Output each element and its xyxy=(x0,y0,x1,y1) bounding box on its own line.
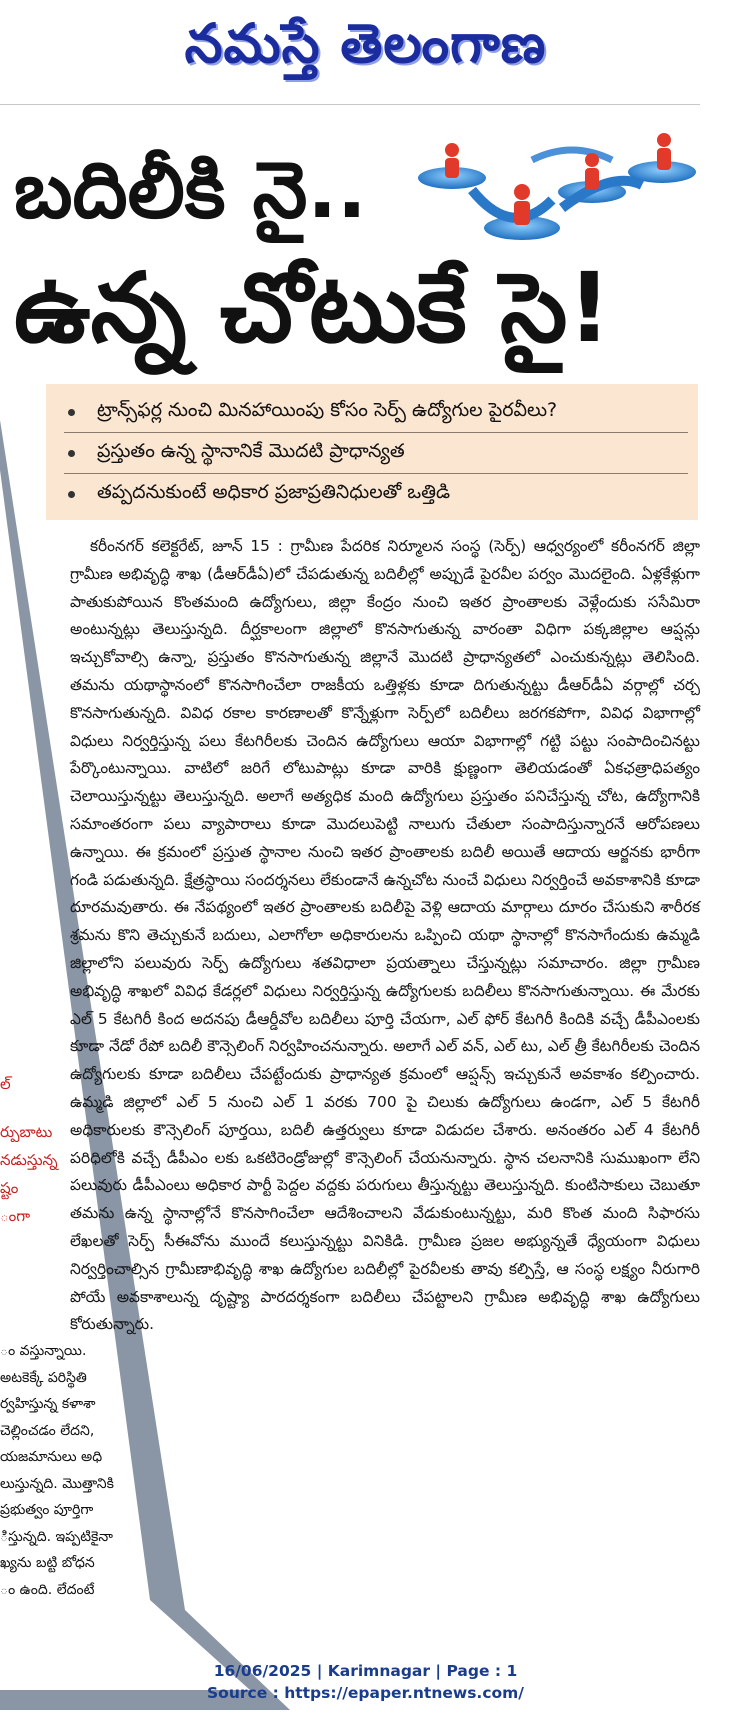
neighbor-red-line: ర్పుబాటు xyxy=(0,1123,53,1141)
neighbor-line: ం ఉంది. లేదంటే xyxy=(0,1581,95,1598)
neighbor-line: యజమానులు అధి xyxy=(0,1449,103,1465)
neighbor-line: లుస్తున్నది. మొత్తానికి xyxy=(0,1475,114,1492)
neighbor-line: చెల్లించడం లేదని, xyxy=(0,1422,95,1439)
bullet-icon xyxy=(68,409,75,416)
article-body xyxy=(70,533,700,1339)
highlight-item xyxy=(64,433,688,474)
bullet-icon xyxy=(68,450,75,457)
highlight-text: ట్రాన్స్‌ఫర్ల నుంచి మినహాయింపు కోసం సెర్ప్ ఉద్యోగుల పైరవీలు? xyxy=(97,398,558,421)
highlight-text: తప్పదనుకుంటే అధికార ప్రజాప్రతినిధులతో ఒత్తిడి xyxy=(97,480,451,503)
footer xyxy=(0,1660,731,1704)
masthead xyxy=(0,0,731,100)
bullet-icon xyxy=(68,491,75,498)
neighbor-red-line: ష్టం xyxy=(0,1179,19,1197)
highlight-item xyxy=(64,474,688,514)
people-network-graphic xyxy=(412,130,702,250)
neighbor-line: అటకెక్కే పరిస్థితి xyxy=(0,1369,87,1386)
masthead-divider xyxy=(0,104,700,105)
highlights-box xyxy=(46,384,698,520)
highlight-item xyxy=(64,392,688,433)
masthead-title: నమస్తే తెలంగాణ xyxy=(184,11,547,75)
neighbor-line: ఖ్యను బట్టి బోధన xyxy=(0,1555,95,1571)
neighbor-line: ర్వహిస్తున్న కళాశా xyxy=(0,1396,96,1412)
article-paragraph: కరీంనగర్ కలెక్టరేట్, జూన్ 15 : గ్రామీణ పేదరిక నిర్మూలన సంస్థ (సెర్ప్) ఆధ్వర్యంలో కరీంనగర్ జిల్లా గ్రామీణ అభివృద్ధి శాఖ (డీఆర్‌డీఏ)లో చేపడుతున్న బదిలీల్లో అప్పుడే పైరవీల పర్వం మొదలైంది. ఏళ్లకేళ్లుగా పాతుకుపోయిన కొంతమంది ఉద్యోగులు, జిల్లా కేంద్రం నుంచి ఇతర ప్రాంతాలకు వెళ్లేందుకు ససేమిరా అంటున్నట్లు తెలుస్తున్నది. దీర్ఘకాలంగా జిల్లాలో కొనసాగుతున్న వారంతా విధిగా పక్కజిల్లాల ఆప్షన్లు ఇచ్చుకోవాల్సి ఉన్నా, ప్రస్తుతం కొనసాగుతున్న జిల్లానే మొదటి ప్రాధాన్యతలో ఎంచుకున్నట్లు తెలిసింది. తమను యథాస్థానంలో కొనసాగించేలా రాజకీయ ఒత్తిళ్లకు కూడా దిగుతున్నట్టు డీఆర్‌డీఏ వర్గాల్లో చర్చ కొనసాగుతున్నది. వివిధ రకాల కారణాలతో కొన్నేళ్లుగా సెర్ప్‌లో బదిలీలు జరగకపోగా, వివిధ విభాగాల్లో విధులు నిర్వర్తిస్తున్న పలు కేటగిరీలకు చెందిన ఉద్యోగులు ఆయా విభాగాల్లో గట్టి పట్టు సంపాదించినట్టు పేర్కొంటున్నాయి. వాటిలో జరిగే లోటుపాట్లు కూడా వారికి క్షుణ్ణంగా తెలియడంతో ఏకఛత్రాధిపత్యం చెలాయిస్తున్నట్టు తెలుస్తున్నది. అలాగే అత్యధిక మంది ఉద్యోగులు ప్రస్తుతం పనిచేస్తున్న చోట, ఉద్యోగానికి సమాంతరంగా పలు వ్యాపారాలు కూడా మొదలుపెట్టి నాలుగు చేతులా సంపాదిస్తున్నారనే ఆరోపణలు ఉన్నాయి. ఈ క్రమంలో ప్రస్తుత స్థానాల నుంచి ఇతర ప్రాంతాలకు బదిలీ అయితే ఆదాయ ఆర్జనకు భారీగా గండి పడుతున్నది. క్షేత్రస్థాయి సందర్శనలు లేకుండానే ఉన్నచోట నుంచే విధులు నిర్వర్తించే అవకాశానికి కూడా దూరమవుతారు. ఈ నేపథ్యంలో ఇతర ప్రాంతాలకు బదిలీపై వెళ్లి ఆదాయ మార్గాలు దూరం చేసుకుని శారీరక శ్రమను కొని తెచ్చుకునే బదులు, ఎలాగోలా అధికారులను ఒప్పించి యథా స్థానాల్లో కొనసాగేందుకు ఉమ్మడి జిల్లాలోని పలువురు సెర్ప్ ఉద్యోగులు శతవిధాలా ప్రయత్నాలు చేస్తున్నట్లు సమాచారం. జిల్లా గ్రామీణ అభివృద్ధి శాఖలో వివిధ కేడర్లలో విధులు నిర్వర్తిస్తున్న ఉద్యోగులకు బదిలీలు కొనసాగుతున్నాయి. ఈ మేరకు ఎల్ 5 కేటగిరీ కింద అదనపు డీఆర్డీవోల బదిలీలు పూర్తి చేయగా, ఎల్ ఫోర్ కేటగిరీ కిందికి వచ్చే డీపీఎంలకు కూడా నేడో రేపో బదిలీ కౌన్సెలింగ్ నిర్వహించనున్నారు. అలాగే ఎల్ వన్, ఎల్ టు, ఎల్ త్రీ కేటగిరీలకు చెందిన ఉద్యోగులకు కూడా బదిలీలు చేపట్టేందుకు ప్రాధాన్యత క్రమంలో ఆప్షన్స్ ఇచ్చుకునే అవకాశం కల్పించారు. ఉమ్మడి జిల్లాలో ఎల్ 5 నుంచి ఎల్ 1 వరకు 700 పై చిలుకు ఉద్యోగులు ఉండగా, ఎల్ 5 కేటగిరీ అధికారులకు కౌన్సెలింగ్ పూర్తయి, బదిలీ ఉత్తర్వులు కూడా విడుదల చేశారు. అనంతరం ఎల్ 4 కేటగిరీ పరిధిలోకి వచ్చే డీపీఎం లకు ఒకటిరెండ్రోజుల్లో కౌన్సెలింగ్ చేయనున్నారు. స్థాన చలనానికి సుముఖంగా లేని పలువురు డీపీఎంలు అధికార పార్టీ పెద్దల వద్దకు పరుగులు తీస్తున్నట్టు తెలుస్తున్నది. కుంటిసాకులు చెబుతూ తమను ఉన్న స్థానాల్లోనే కొనసాగించేలా ఆదేశించాలని వేడుకుంటున్నట్టు, మరి కొంత మంది సిఫారసు లేఖలతో సెర్ప్ సీఈవోను ముందే కలుస్తున్నట్టు వినికిడి. గ్రామీణ ప్రజల అభ్యున్నతే ధ్యేయంగా విధులు నిర్వర్తించాల్సిన గ్రామీణాభివృద్ధి శాఖ ఉద్యోగుల బదిలీల్లో పైరవీలకు తావు కల్పిస్తే, ఆ సంస్థ లక్ష్యం నీరుగారి పోయే అవకాశాలున్న దృష్ట్యా పారదర్శకంగా బదిలీలు చేపట్టాలని గ్రామీణ అభివృద్ధి శాఖ ఉద్యోగులు కోరుతున్నారు. xyxy=(70,537,700,1334)
footer-dateline: 16/06/2025 | Karimnagar | Page : 1 xyxy=(213,1662,518,1680)
neighbor-red-line: నడుస్తున్న xyxy=(0,1151,58,1169)
headline-line-2: ఉన్న చోటుకే సై! xyxy=(14,252,612,364)
neighbor-red-line: ల్ xyxy=(0,1075,11,1093)
neighbor-article-text xyxy=(0,1338,130,1603)
neighbor-line: ప్రభుత్వం పూర్తిగా xyxy=(0,1502,94,1518)
highlight-text: ప్రస్తుతం ఉన్న స్థానానికే మొదటి ప్రాధాన్యత xyxy=(97,439,405,462)
neighbor-red-line: ంగా xyxy=(0,1207,31,1225)
neighbor-line: ం వస్తున్నాయి. xyxy=(0,1343,87,1359)
neighbor-line: ిస్తున్నది. ఇప్పటికైనా xyxy=(0,1528,113,1545)
headline-line-1: బదిలీకి నై.. xyxy=(14,146,367,236)
footer-source-link[interactable]: Source : https://epaper.ntnews.com/ xyxy=(207,1684,524,1702)
